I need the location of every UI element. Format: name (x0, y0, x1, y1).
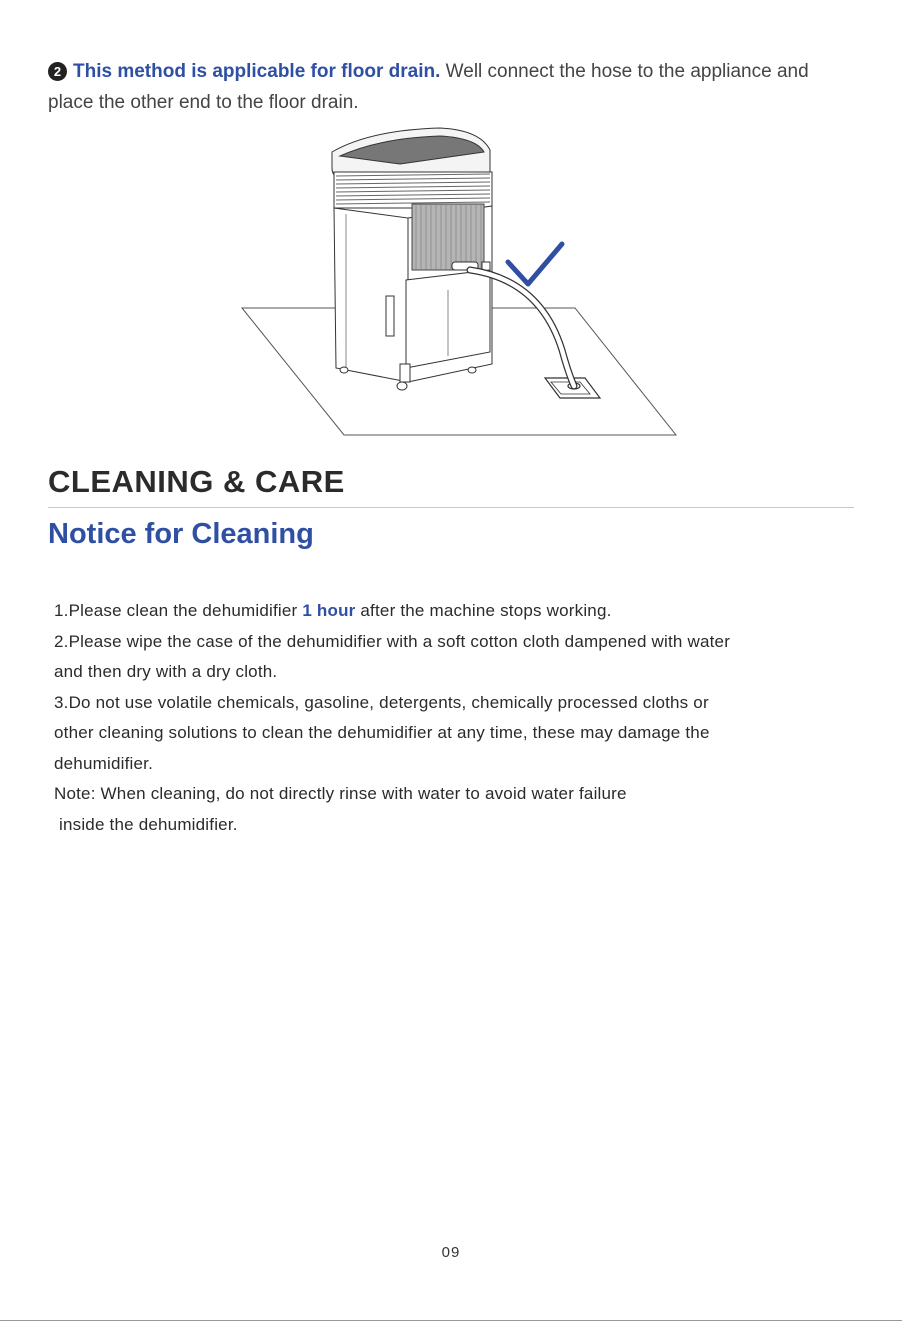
section-divider (48, 507, 854, 508)
step-number-badge: 2 (48, 62, 67, 81)
floor-drain-text-2: place the other end to the floor drain. (48, 92, 359, 113)
section-subtitle: Notice for Cleaning (48, 518, 314, 550)
dehumidifier-unit (332, 128, 492, 390)
note-line-1: Note: When cleaning, do not directly rinse with water to avoid water failure (54, 784, 627, 803)
duration-emphasis: 1 hour (302, 601, 356, 620)
instruction-3-line-3: dehumidifier. (54, 753, 153, 773)
note-line-2: inside the dehumidifier. (59, 814, 238, 834)
instruction-3-line-2: other cleaning solutions to clean the dehumidifier at any time, these may damage the (54, 723, 710, 742)
instruction-1: 1.Please clean the dehumidifier 1 hour after the machine stops working. (54, 601, 612, 620)
instruction-2-line-1: 2.Please wipe the case of the dehumidifier with a soft cotton cloth dampened with water (54, 631, 731, 651)
instruction-3-line-1: 3.Do not use volatile chemicals, gasoline, detergents, chemically processed cloths or (54, 692, 709, 712)
page-number: 09 (441, 1244, 461, 1261)
section-title: CLEANING & CARE (48, 464, 345, 499)
instruction-2-line-2: and then dry with a dry cloth. (54, 662, 278, 681)
checkmark-icon (508, 244, 562, 284)
cleaning-instructions (54, 596, 854, 840)
floor-drain-text-1: Well connect the hose to the appliance and (445, 61, 809, 82)
dehumidifier-floor-drain-illustration (240, 120, 680, 440)
floor-drain-instruction (48, 56, 860, 118)
floor-drain-lead: This method is applicable for floor drain. (73, 61, 441, 82)
page-bottom-border (0, 1320, 902, 1321)
